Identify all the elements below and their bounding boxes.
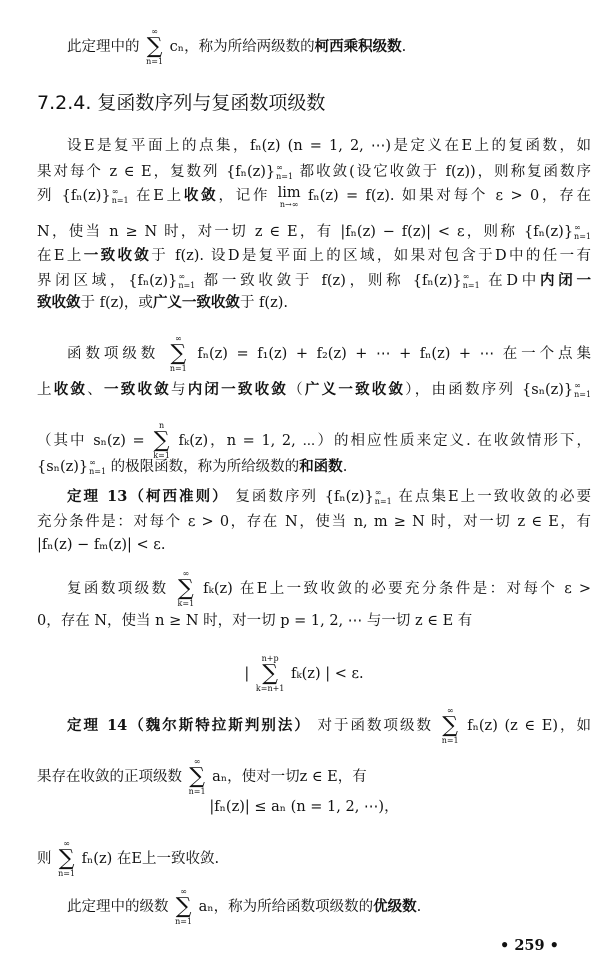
sum-lower-limit: n=1 [146,57,164,66]
sigma-symbol: ∑ [177,576,194,601]
subscript: n=1 [574,232,591,241]
text-run: aₙ，称为所给函数项级数的 [194,899,374,915]
sigma-symbol: ∑ [58,846,75,871]
text-run: | [244,666,254,682]
subscript: n=1 [374,497,392,506]
sigma-symbol: ∑ [189,764,205,789]
text-run: 在E上 [128,188,184,204]
text-run: （ [288,382,305,398]
text-line [37,535,591,555]
sum-upper-limit: ∞ [180,887,187,896]
superscript: ∞ [178,272,185,281]
sigma-symbol: ∑ [153,428,170,453]
text-run: . [401,39,407,55]
sum-upper-limit: ∞ [174,334,182,343]
bold-term: 内闭一致收敛 [187,381,289,398]
superscript: ∞ [574,381,581,390]
summation [153,422,170,460]
bold-term: 收敛 [183,187,219,204]
sum-upper-limit: ∞ [193,757,201,766]
text-line [37,246,591,266]
text-line [67,888,591,926]
text-run: 列 {fₙ(z)} [37,188,111,204]
index-range [276,163,293,181]
text-run: fₙ(z) (z ∈ E)，如 [460,718,591,734]
superscript: ∞ [111,187,119,196]
text-line [37,512,591,532]
bold-term: 定理 13（柯西准则） [67,488,229,505]
bold-term: 广义一致收敛 [152,294,240,311]
text-run: fₖ(z) | < ε. [286,666,364,682]
text-run: |fₙ(z)| ≤ aₙ (n = 1, 2, ⋯)， [209,799,399,815]
text-run: （其中 sₙ(z) = [37,433,152,449]
index-range [89,458,106,476]
sum-lower-limit: n=1 [441,736,459,745]
text-run: 7.2.4. 复函数序列与复函数项级数 [37,92,326,114]
subscript: n=1 [178,281,196,290]
bold-term: 优级数 [373,898,417,915]
text-run: 充分条件是：对每个 ε > 0，存在 N，使当 n, m ≥ N 时，对一切 z ∈ E，有 [37,514,591,530]
sum-upper-limit: n [159,421,165,430]
text-line [0,655,608,693]
text-line [37,271,591,291]
lim-label: lim [277,185,301,201]
sum-lower-limit: n=1 [58,869,76,878]
subscript: n=1 [462,281,480,290]
text-run: 复函数项级数 [67,581,176,597]
bold-term: 内闭一 [540,272,592,289]
text-line [67,136,591,156]
summation [189,758,206,796]
summation [178,570,195,608]
text-run: N，使当 n ≥ N 时，对一切 z ∈ E，有 |fₙ(z) − f(z)| < ε，则称 {fₙ(z)} [37,224,574,240]
text-run: . [416,899,422,915]
sigma-symbol: ∑ [442,713,459,738]
text-line [67,28,591,66]
subscript: n=1 [276,172,294,181]
bold-term: 定理 14（魏尔斯特拉斯判别法） [67,717,311,734]
bold-term: 一致收敛 [103,381,171,398]
text-run: 的极限函数，称为所给级数的 [106,459,300,475]
text-run: fₙ(z) = f₁(z) + f₂(z) + ⋯ + fₙ(z) + ⋯ 在一个点集 [188,346,592,362]
text-run: 都一致收敛于 f(z)，则称 {fₙ(z)} [195,273,462,289]
summation [442,707,459,745]
text-run: 于 f(z)，或 [80,295,153,311]
sigma-symbol: ∑ [262,661,278,686]
text-line [67,706,591,745]
sum-upper-limit: ∞ [151,27,158,36]
text-line [37,293,591,313]
bold-term: 致收敛 [37,294,81,311]
text-line [37,185,592,209]
text-run: 设E是复平面上的点集，fₙ(z) (n = 1, 2, ⋯)是定义在E上的复函数，如 [67,138,591,154]
text-line [37,162,591,182]
subscript: n=1 [574,390,592,399]
index-range [112,187,129,205]
sum-lower-limit: k=1 [177,599,195,608]
superscript: ∞ [89,458,96,467]
text-line [37,421,591,460]
summation [175,888,192,926]
text-run: |fₙ(z) − fₘ(z)| < ε. [37,537,166,553]
text-run: 此定理中的 [67,39,145,55]
text-run: fₙ(z) 在E上一致收敛. [77,851,220,867]
text-line [67,334,592,373]
sum-upper-limit: ∞ [63,839,70,848]
summation [58,840,75,878]
text-run: 于 f(z). [239,295,288,311]
text-line [37,222,591,242]
superscript: ∞ [276,163,283,172]
superscript: ∞ [574,223,581,232]
index-range [178,272,195,290]
text-line [37,758,591,796]
sigma-symbol: ∑ [170,341,187,366]
index-range [375,488,392,506]
text-run: 果对每个 z ∈ E，复数列 {fₙ(z)} [37,164,276,180]
text-run: ，记作 [218,188,278,204]
sum-lower-limit: k=1 [153,451,170,460]
text-run: 对于函数项级数 [310,718,440,734]
subscript: n=1 [111,196,129,205]
text-run: . [342,459,348,475]
text-run: 函数项级数 [67,346,168,362]
subscript: n=1 [89,467,107,476]
text-run: 此定理中的级数 [67,899,174,915]
sum-lower-limit: n=1 [188,787,206,796]
text-run: 、 [87,382,104,398]
summation [256,655,285,693]
text-run: 在D中 [479,273,540,289]
bold-term: 和函数 [299,458,343,475]
lim-subscript: n→∞ [279,199,299,209]
bold-term: 收敛 [53,381,88,398]
text-line [0,797,608,817]
text-run: 于 f(z). 设D是复平面上的区域，如果对包含于D中的任一有 [151,248,591,264]
sigma-symbol: ∑ [146,34,163,59]
sum-lower-limit: n=1 [169,364,187,373]
text-line [37,840,591,878]
index-range [574,223,591,241]
text-run: 则 [37,851,57,867]
bold-term: 柯西乘积级数 [314,38,402,55]
text-run: 复函数序列 {fₙ(z)} [228,489,374,505]
sum-lower-limit: n=1 [175,917,193,926]
text-run: 与 [170,382,188,398]
text-run: 0，存在 N，使当 n ≥ N 时，对一切 p = 1, 2, ⋯ 与一切 z ∈ E 有 [37,613,473,629]
text-line [37,611,591,631]
text-run: 都收敛(设它收敛于 f(z))，则称复函数序 [293,164,591,180]
text-run: 界闭区域，{fₙ(z)} [37,273,178,289]
text-run: 在E上 [37,248,84,264]
text-line [37,457,591,477]
page-number: • 259 • [500,937,559,954]
text-line [67,569,591,608]
text-run: cₙ，称为所给两级数的 [165,39,315,55]
bold-term: 广义一致收敛 [304,381,406,398]
text-run: 果存在收敛的正项级数 [37,769,187,785]
superscript: ∞ [374,488,382,497]
summation [146,28,163,66]
index-range [463,272,480,290]
text-run: {sₙ(z)} [37,459,89,475]
text-line [37,380,591,400]
sigma-symbol: ∑ [175,894,192,919]
text-run: aₙ，使对一切z ∈ E，有 [207,769,367,785]
index-range [574,381,591,399]
sum-upper-limit: n+p [261,654,279,663]
section-heading [37,93,591,113]
limit-operator [278,186,301,209]
bold-term: 一致收敛 [83,247,152,264]
sum-lower-limit: k=n+1 [255,684,285,693]
text-line [67,487,591,507]
text-run: ），由函数序列 {sₙ(z)} [405,382,574,398]
text-run: fₖ(z) 在E上一致收敛的必要充分条件是：对每个 ε > [196,581,591,597]
text-run: fₙ(z) = f(z). 如果对每个 ε > 0，存在 [300,188,592,204]
summation [170,335,187,373]
superscript: ∞ [462,272,470,281]
text-run: 上 [37,382,54,398]
sum-upper-limit: ∞ [182,569,190,578]
text-run: 在点集E上一致收敛的必要 [391,489,591,505]
sum-upper-limit: ∞ [446,706,454,715]
text-run: fₖ(z)，n = 1, 2, ⋯）的相应性质来定义. 在收敛情形下， [171,433,591,449]
